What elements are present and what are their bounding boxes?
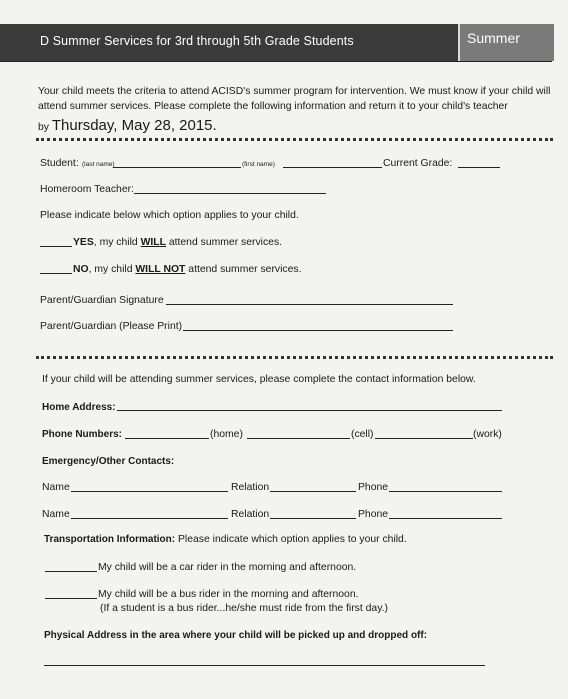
yes-will: WILL (140, 237, 166, 248)
signature-field[interactable] (166, 304, 453, 305)
contact2-name-field[interactable] (71, 518, 228, 519)
header-bar (0, 24, 552, 62)
dotted-divider-2 (36, 356, 553, 359)
intro-text: Your child meets the criteria to attend ACISD's summer program for intervention. We must know if your child will attend summer services. Please complete the following information and return it to your child's teacher (38, 86, 551, 112)
bus-rider-note: (If a student is a bus rider...he/she must ride from the first day.) (100, 603, 388, 614)
due-by-label: by (38, 122, 49, 133)
bus-rider-option: My child will be a bus rider in the morning and afternoon. (98, 589, 359, 600)
due-date: Thursday, May 28, 2015. (51, 117, 217, 134)
car-rider-checkline[interactable] (45, 571, 97, 572)
no-will-not: WILL NOT (135, 264, 186, 275)
home-phone-label: (home) (210, 429, 243, 440)
work-phone-label: (work) (473, 429, 502, 440)
bus-rider-checkline[interactable] (45, 598, 97, 599)
no-text-1: , my child (88, 264, 136, 275)
contact1-relation-field[interactable] (270, 491, 356, 492)
physical-address-label: Physical Address in the area where your child will be picked up and dropped off: (44, 630, 428, 641)
transportation-line (44, 534, 407, 545)
option-prompt: Please indicate below which option applies to your child. (40, 210, 299, 221)
contact-prompt: If your child will be attending summer services, please complete the contact information below. (42, 374, 476, 385)
header-tab (458, 24, 554, 61)
transportation-prompt: Please indicate which option applies to your child. (175, 534, 407, 545)
print-name-label: Parent/Guardian (Please Print) (40, 321, 183, 332)
home-address-field[interactable] (117, 410, 502, 411)
grade-label: Current Grade: (383, 158, 453, 169)
contact1-name-field[interactable] (71, 491, 228, 492)
dotted-divider-1 (36, 138, 553, 141)
yes-option (73, 237, 282, 248)
print-name-field[interactable] (183, 330, 453, 331)
no-word: NO (73, 264, 89, 275)
grade-field[interactable] (458, 167, 500, 168)
transportation-label: Transportation Information: (44, 534, 176, 545)
no-checkline[interactable] (40, 273, 72, 274)
contact1-relation-label: Relation (231, 482, 270, 493)
contact1-name-label: Name (42, 482, 70, 493)
contact1-phone-field[interactable] (389, 491, 502, 492)
contact2-relation-label: Relation (231, 509, 270, 520)
car-rider-option: My child will be a car rider in the morning and afternoon. (98, 562, 357, 573)
last-name-hint: (last name) (82, 161, 115, 168)
contact2-name-label: Name (42, 509, 70, 520)
no-text-2: attend summer services. (185, 264, 302, 275)
yes-checkline[interactable] (40, 246, 72, 247)
homeroom-field[interactable] (134, 193, 326, 194)
phone-numbers-label: Phone Numbers: (42, 429, 123, 440)
contact2-relation-field[interactable] (270, 518, 356, 519)
homeroom-label: Homeroom Teacher: (40, 184, 134, 195)
header-tab-label: Summer (467, 30, 520, 46)
header-title: D Summer Services for 3rd through 5th Grade Students (40, 34, 354, 48)
contact1-phone-label: Phone (358, 482, 389, 493)
emergency-contacts-label: Emergency/Other Contacts: (42, 456, 175, 467)
signature-label: Parent/Guardian Signature (40, 295, 164, 306)
yes-text-1: , my child (93, 237, 141, 248)
home-address-label: Home Address: (42, 402, 116, 413)
contact2-phone-label: Phone (358, 509, 389, 520)
yes-word: YES (73, 237, 94, 248)
first-name-hint: (first name) (242, 161, 275, 168)
work-phone-field[interactable] (375, 438, 473, 439)
student-label: Student: (40, 158, 79, 169)
cell-phone-label: (cell) (351, 429, 374, 440)
due-date-line (38, 117, 217, 134)
no-option (73, 264, 301, 275)
last-name-field[interactable] (113, 167, 241, 168)
home-phone-field[interactable] (125, 438, 209, 439)
cell-phone-field[interactable] (247, 438, 350, 439)
first-name-field[interactable] (283, 167, 382, 168)
contact2-phone-field[interactable] (389, 518, 502, 519)
yes-text-2: attend summer services. (165, 237, 283, 248)
physical-address-field[interactable] (44, 665, 485, 666)
